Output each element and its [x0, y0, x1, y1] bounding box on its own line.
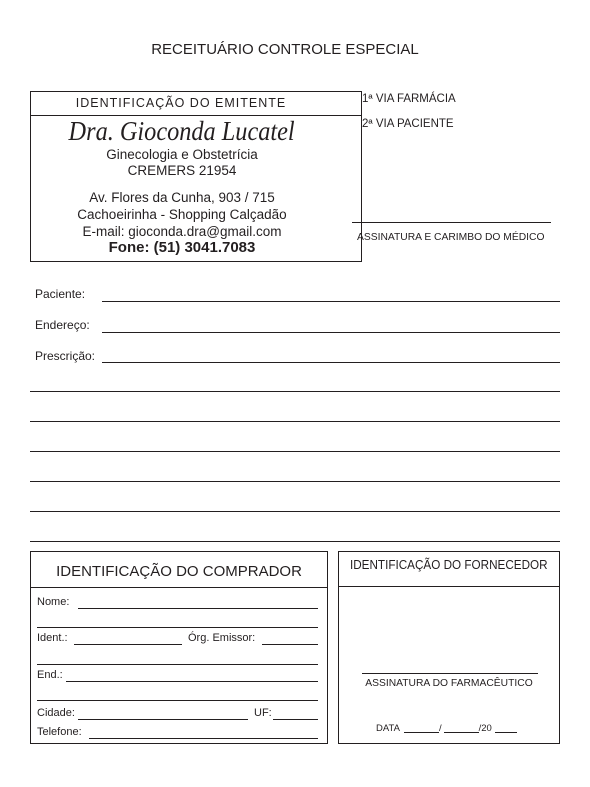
supplier-header-label: IDENTIFICAÇÃO DO FORNECEDOR: [350, 557, 548, 573]
copy-pharmacy-label: 1ª VIA FARMÁCIA: [362, 92, 456, 105]
buyer-issuing-agency-line: [262, 644, 318, 645]
buyer-city-label: Cidade:: [37, 707, 75, 719]
pharmacist-signature-line: [362, 673, 538, 674]
buyer-box: [30, 551, 328, 744]
issuer-address-line2: Cachoeirinha - Shopping Calçadão: [77, 206, 287, 222]
date-year-blank: [495, 732, 517, 733]
issuer-header-label: IDENTIFICAÇÃO DO EMITENTE: [75, 96, 287, 110]
prescription-line: [30, 481, 560, 482]
supplier-header-wrap: [319, 557, 579, 573]
copy-patient-label: 2ª VIA PACIENTE: [362, 117, 454, 130]
doctor-registry: CREMERS 21954: [127, 162, 237, 178]
buyer-address-line: [66, 681, 318, 682]
buyer-phone-label: Telefone:: [37, 726, 82, 738]
prescription-first-line: [102, 362, 560, 363]
prescription-line: [30, 511, 560, 512]
issuer-box: [30, 91, 362, 262]
prescription-line: [30, 541, 560, 542]
prescription-line: [30, 391, 560, 392]
buyer-header-label: IDENTIFICAÇÃO DO COMPRADOR: [56, 563, 302, 581]
pharmacist-signature-label: ASSINATURA DO FARMACÊUTICO: [365, 677, 533, 689]
issuer-phone: Fone: (51) 3041.7083: [108, 239, 256, 257]
issuer-address-line1: Av. Flores da Cunha, 903 / 715: [89, 189, 275, 205]
doctor-name-text: Dra. Gioconda Lucatel: [68, 116, 296, 147]
doctor-signature-line: [352, 222, 551, 223]
buyer-name-label: Nome:: [37, 596, 70, 608]
buyer-issuing-agency-label: Órg. Emissor:: [188, 632, 256, 644]
buyer-header: [31, 552, 327, 588]
form-title: RECEITUÁRIO CONTROLE ESPECIAL: [151, 41, 419, 58]
buyer-phone-line: [89, 738, 318, 739]
doctor-specialty: Ginecologia e Obstetrícia: [106, 146, 258, 162]
date-year-prefix: /20: [478, 723, 492, 734]
buyer-name-line: [78, 608, 318, 609]
doctor-signature-label: ASSINATURA E CARIMBO DO MÉDICO: [357, 231, 545, 243]
date-row: [376, 723, 517, 734]
prescription-line: [30, 421, 560, 422]
buyer-address-label: End.:: [37, 669, 63, 681]
issuer-email: E-mail: gioconda.dra@gmail.com: [82, 223, 282, 239]
prescription-label: Prescrição:: [35, 349, 96, 364]
patient-label: Paciente:: [35, 287, 86, 302]
buyer-state-label: UF:: [254, 707, 272, 719]
buyer-extra-line: [37, 664, 318, 665]
address-line: [102, 332, 560, 333]
buyer-id-label: Ident.:: [37, 632, 68, 644]
date-separator: /: [438, 723, 442, 734]
buyer-state-line: [273, 719, 318, 720]
issuer-header: [31, 92, 361, 116]
buyer-id-line: [74, 644, 182, 645]
prescription-line: [30, 451, 560, 452]
buyer-city-line: [78, 719, 248, 720]
patient-line: [102, 301, 560, 302]
date-month-blank: [444, 732, 479, 733]
date-label: DATA: [376, 723, 400, 734]
supplier-box: [338, 551, 560, 744]
buyer-name-line-2: [37, 627, 318, 628]
date-day-blank: [404, 732, 439, 733]
address-label: Endereço:: [35, 318, 90, 333]
buyer-address-line-2: [37, 700, 318, 701]
supplier-header: [339, 552, 559, 587]
